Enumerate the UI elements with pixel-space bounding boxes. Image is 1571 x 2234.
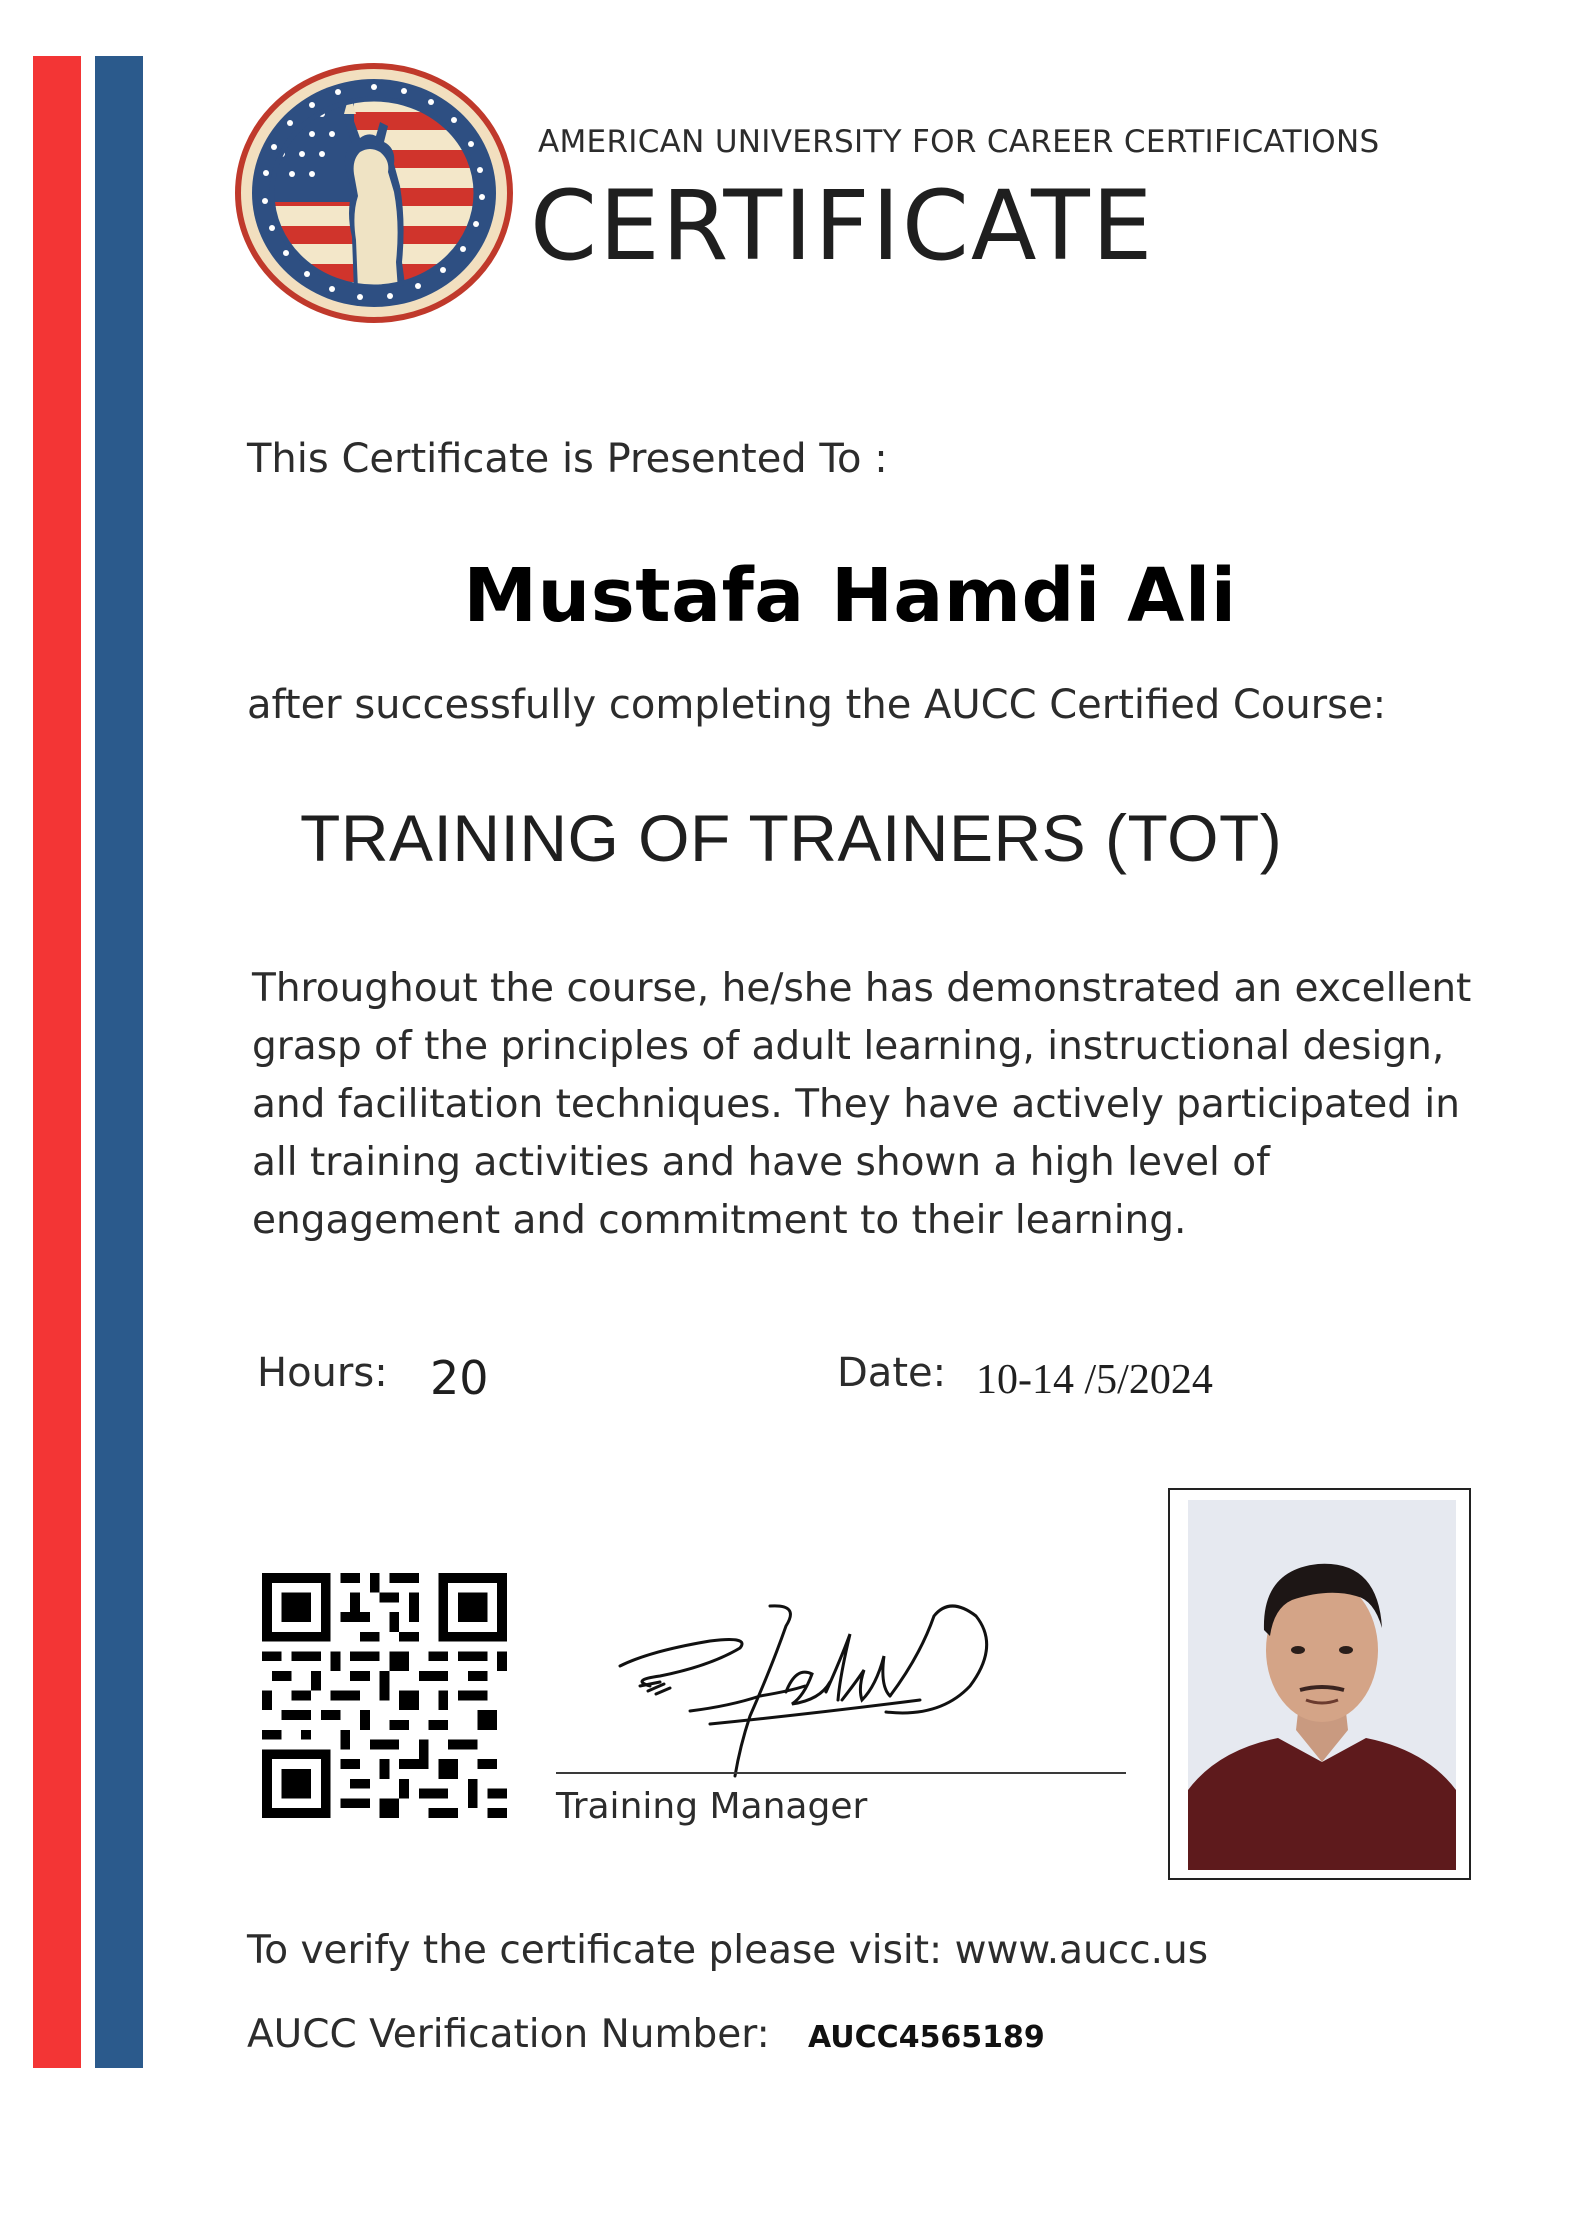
verification-number: AUCC4565189 bbox=[808, 2020, 1045, 2055]
hours-label: Hours: bbox=[257, 1350, 388, 1396]
side-stripe-white bbox=[81, 56, 95, 2068]
organization-name: AMERICAN UNIVERSITY FOR CAREER CERTIFICATIONS bbox=[538, 124, 1380, 160]
completion-text: after successfully completing the AUCC Certified Course: bbox=[247, 682, 1387, 728]
signature-image bbox=[590, 1596, 1020, 1796]
signature-line bbox=[556, 1772, 1126, 1774]
recipient-photo bbox=[1188, 1500, 1456, 1870]
course-description: Throughout the course, he/she has demonstrated an excellent grasp of the principles of adult learning, instructional design, and facilitation techniques. They have actively participated in all training activities and have shown a high level of engagement and commitment to their learning. bbox=[252, 966, 1472, 1243]
verification-url-text: To verify the certificate please visit: www.aucc.us bbox=[247, 1928, 1209, 1973]
certificate-title: CERTIFICATE bbox=[530, 170, 1155, 282]
verification-number-label: AUCC Verification Number: bbox=[247, 2012, 770, 2057]
date-label: Date: bbox=[837, 1350, 947, 1396]
recipient-name: Mustafa Hamdi Ali bbox=[463, 553, 1237, 639]
course-name: TRAINING OF TRAINERS (TOT) bbox=[300, 801, 1283, 875]
presented-to-text: This Certificate is Presented To : bbox=[247, 436, 888, 482]
qr-code-icon[interactable] bbox=[252, 1573, 517, 1818]
signature-title: Training Manager bbox=[556, 1786, 868, 1827]
statue-of-liberty-seal-icon bbox=[234, 62, 514, 324]
side-stripe-red bbox=[33, 56, 81, 2068]
hours-value: 20 bbox=[430, 1351, 489, 1405]
side-stripe-blue bbox=[95, 56, 143, 2068]
date-value: 10-14 /5/2024 bbox=[976, 1357, 1213, 1403]
